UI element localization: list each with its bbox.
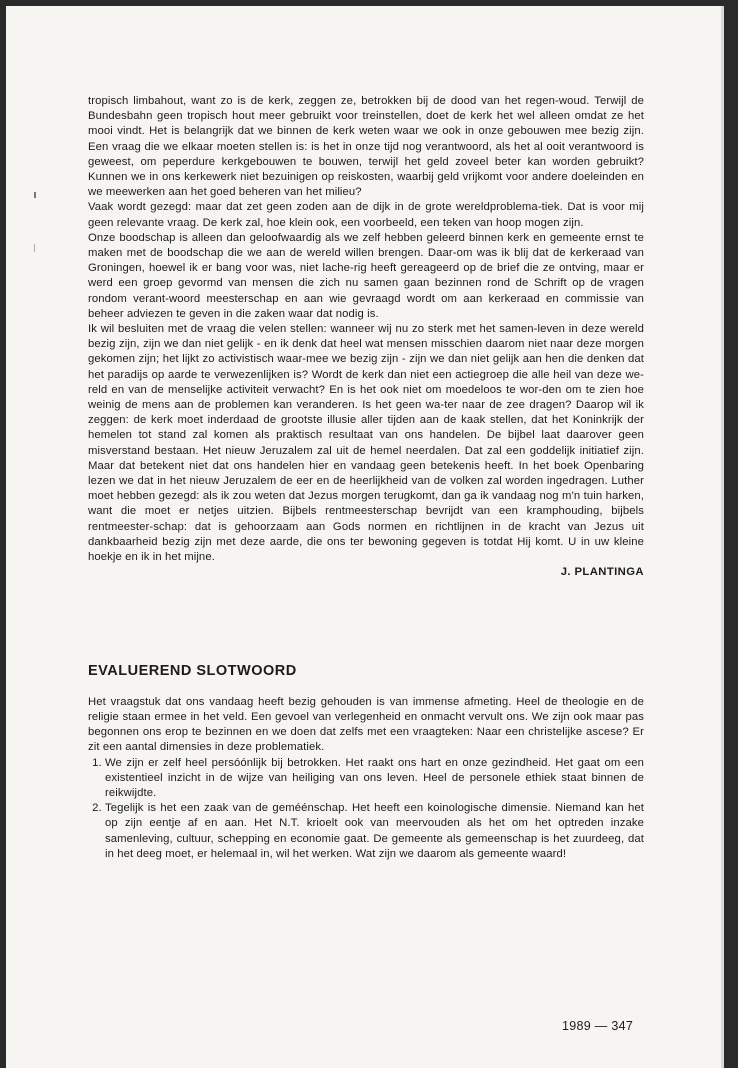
margin-mark xyxy=(34,244,35,252)
section-heading: EVALUEREND SLOTWOORD xyxy=(88,662,297,679)
article-paragraph: tropisch limbahout, want zo is de kerk, zeggen ze, betrokken bij de dood van het regen-woud. Terwijl de Bundesbahn geen tropisch hout meer gebruikt voor treinstellen, doet de kerk het wel alleen omdat ze het mooi vindt. Het is belangrijk dat we binnen de kerk weten waar we ook in onze gebouwen mee bezig zijn. Een vraag die we elkaar moeten stellen is: is het in onze tijd nog verantwoord, als het al ooit verantwoord is geweest, om peperdure kerkgebouwen te bouwen, terwijl het geld zoveel beter kan worden gebruikt? Kunnen we in ons kerkewerk niet bezuinigen op reiskosten, waarbij geld vrijkomt voor andere doeleinden en we meewerken aan het goed beheren van het milieu? xyxy=(88,95,644,199)
article-paragraph: Vaak wordt gezegd: maar dat zet geen zoden aan de dijk in de grote wereldproblema-tiek. Dat is voor mij geen relevante vraag. De kerk zal, hoe klein ook, een voorbeeld, een teken van hoop mogen zijn. xyxy=(88,201,644,229)
author-signature: J. PLANTINGA xyxy=(560,566,644,579)
article-paragraph: Ik wil besluiten met de vraag die velen stellen: wanneer wij nu zo sterk met het samen-leven in deze wereld bezig zijn, zijn we dan niet gelijk - en ik denk dat heel wat mensen misschien daarom niet naar deze morgen gekomen zijn; het lijkt zo activistisch waar-mee we bezig zijn - zijn we dan niet gelijk aan hen die denken dat het paradijs op aarde te verwezenlijken is? Wordt de kerk dan niet een actiegroep die alle heil van deze we-reld en van de menselijke activiteit verwacht? En is het ook niet om moedeloos te wor-den om te zien hoe weinig de mens aan de problemen kan veranderen. Is het geen wa-ter naar de zee dragen? Daarop wil ik zeggen: de kerk moet inderdaad de grootste illusie aller tijden aan de kaak stellen, dat het Koninkrijk der hemelen tot stand zal komen als praktisch resultaat van ons handelen. De bijbel laat daarover geen misverstand bestaan. Het nieuw Jeruzalem zal uit de hemel neerdalen. Dat zal een goddelijk initiatief zijn. Maar dat betekent niet dat ons handelen hier en vandaag geen betekenis heeft. In het boek Openbaring lezen we dat in het nieuw Jeruzalem de eer en de heerlijkheid van de volken zal worden ingedragen. Luther moet hebben gezegd: als ik zou weten dat Jezus morgen terugkomt, dan ga ik vandaag nog m'n tuin harken, want die moet er netjes uitzien. Bijbels rentmeesterschap bevrijdt van een kramphouding, bijbels rentmeester-schap: dat is gehoorzaam aan Gods normen en richtlijnen in de kracht van Jezus uit dankbaarheid bezig zijn met deze aarde, die ons ter bewoning gegeven is totdat Hij komt. U in uw kleine hoekje en ik in het mijne. xyxy=(88,323,644,564)
page-number: 1989 — 347 xyxy=(562,1019,634,1033)
margin-mark xyxy=(34,192,36,198)
page-content xyxy=(88,94,644,862)
page-edge xyxy=(721,6,724,1068)
list-item: 2. Tegelijk is het een zaak van de geméénschap. Het heeft een koinologische dimensie. Niemand kan het op zijn eentje af en aan. Het N.T. krioelt ook van meervouden als het om het optreden inzake samenleving, cultuur, schepping en economie gaat. De gemeente als gemeenschap is het zuurdeeg, dat in het deeg moet, er helemaal in, wil het werken. Wat zijn we daarom als gemeente waard! xyxy=(105,801,644,862)
article-paragraph: Onze boodschap is alleen dan geloofwaardig als we zelf hebben geleerd binnen kerk en gemeente ernst te maken met de boodschap die we aan de wereld willen brengen. Daar-om was ik blij dat de kerkeraad van Groningen, hoewel ik er bang voor was, niet lache-rig heeft gereageerd op de brief die ze ontving, maar er werd een groep gevormd van mensen die zich nu samen gaan bezinnen rond de Schrift op de vragen rondom verant-woord meesterschap en aan wie gevraagd wordt om aan kerkeraad en commissie van beheer adviezen te geven in die zaken waar dat nodig is. xyxy=(88,231,644,320)
document-page xyxy=(6,6,724,1068)
list-item: 1. We zijn er zelf heel persóónlijk bij betrokken. Het raakt ons hart en onze gezindheid. Het gaat om een existentieel inzicht in de wijze van heiliging van ons leven. Heel de personele ethiek staat binnen de reikwijdte. xyxy=(105,756,644,802)
closing-intro: Het vraagstuk dat ons vandaag heeft bezig gehouden is van immense afmeting. Heel de theologie en de religie staan ermee in het veld. Een gevoel van verlegenheid en onmacht vervult ons. We zijn ook maar pas begonnen ons erop te bezinnen en we doen dat zelfs met een vraagteken: Naar een christelijke ascese? Er zit een aantal dimensies in deze problematiek. xyxy=(88,695,644,754)
closing-points-list xyxy=(88,756,644,862)
